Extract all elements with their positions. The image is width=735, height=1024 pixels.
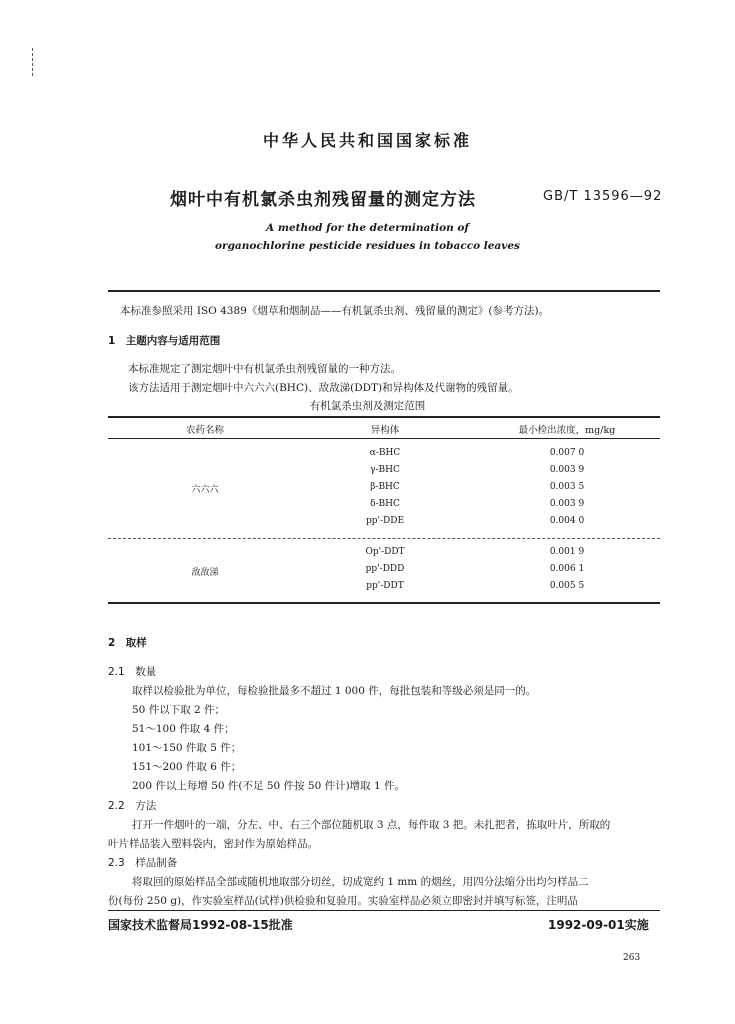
- table-row-isomer: δ-BHC: [370, 499, 400, 509]
- document-title: 烟叶中有机氯杀虫剂残留量的测定方法: [170, 190, 476, 210]
- table-row-isomer: Op'-DDT: [365, 547, 405, 557]
- table-row-value: 0.003 9: [549, 465, 585, 475]
- section1-para1: 本标准规定了测定烟叶中有机氯杀虫剂残留量的一种方法。: [128, 363, 401, 375]
- header-rule: [108, 290, 660, 292]
- section2-2-line2: 叶片样品装入塑料袋内，密封作为原始样品。: [108, 838, 318, 850]
- table-header-rule: [108, 438, 660, 439]
- section2-1-heading: 2.1 数量: [108, 666, 157, 678]
- table-caption: 有机氯杀虫剂及测定范围: [309, 400, 426, 412]
- effective-date: 1992-09-01实施: [548, 918, 649, 932]
- list-item: 200 件以上每增 50 件(不足 50 件按 50 件计)增取 1 件。: [132, 780, 406, 792]
- table-top-rule: [108, 416, 660, 418]
- table-row-value: 0.007 0: [549, 448, 585, 458]
- margin-mark: [32, 48, 35, 76]
- section1-heading: 1 主题内容与适用范围: [108, 335, 221, 347]
- table-row-value: 0.003 9: [549, 499, 585, 509]
- table-row-isomer: pp'-DDE: [365, 516, 405, 526]
- section2-3-heading: 2.3 样品制备: [108, 857, 178, 869]
- table-row-value: 0.001 9: [549, 547, 585, 557]
- intro-text: 本标准参照采用 ISO 4389《烟草和烟制品——有机氯杀虫剂、残留量的测定》(参考方法)。: [120, 305, 550, 317]
- table-row-value: 0.006 1: [549, 564, 585, 574]
- footer-rule: [108, 910, 660, 911]
- list-item: 151～200 件取 6 件；: [132, 761, 242, 773]
- section2-2-heading: 2.2 方法: [108, 800, 157, 812]
- table-row-isomer: γ-BHC: [370, 465, 400, 475]
- english-title-line1: A method for the determination of: [266, 222, 469, 234]
- approval-statement: 国家技术监督局1992-08-15批准: [108, 918, 293, 932]
- list-item: 51～100 件取 4 件；: [132, 723, 235, 735]
- table-row-isomer: pp'-DDT: [366, 581, 404, 591]
- section2-1-para: 取样以检验批为单位，每检验批最多不超过 1 000 件，每批包装和等级必须是同一的。: [132, 685, 537, 697]
- table-header-isomer: 异构体: [370, 425, 400, 436]
- table-row-isomer: β-BHC: [370, 482, 400, 492]
- pesticide-name-bhc: 六六六: [191, 485, 219, 495]
- table-row-isomer: α-BHC: [369, 448, 401, 458]
- section2-3-line2: 份(每份 250 g)，作实验室样品(试样)供检验和复验用。实验室样品必须立即密封并填写标签，注明品: [108, 895, 578, 907]
- pesticide-name-ddt: 敌敌涕: [191, 568, 219, 578]
- table-header-min-conc: 最小检出浓度，mg/kg: [518, 425, 616, 436]
- table-row-isomer: pp'-DDD: [365, 564, 405, 574]
- section2-3-line1: 将取回的原始样品全部或随机地取部分切丝，切成宽约 1 mm 的烟丝，用四分法缩分出均匀样品二: [132, 876, 589, 888]
- standard-number: GB/T 13596—92: [543, 189, 663, 204]
- list-item: 50 件以下取 2 件；: [132, 704, 226, 716]
- page-number: 263: [623, 953, 641, 963]
- section2-2-line1: 打开一件烟叶的一端，分左、中、右三个部位随机取 3 点，每件取 3 把。未扎把者，拣取叶片，所取的: [132, 819, 611, 831]
- table-row-value: 0.003 5: [549, 482, 585, 492]
- table-group-divider: [108, 538, 660, 539]
- table-header-pesticide: 农药名称: [185, 425, 224, 436]
- section1-para2: 该方法适用于测定烟叶中六六六(BHC)、敌敌涕(DDT)和异构体及代谢物的残留量。: [128, 382, 519, 394]
- section2-heading: 2 取样: [108, 637, 147, 649]
- list-item: 101～150 件取 5 件；: [132, 742, 242, 754]
- standard-title: 中华人民共和国国家标准: [262, 131, 472, 150]
- table-bottom-rule: [108, 602, 660, 604]
- table-row-value: 0.005 5: [549, 581, 585, 591]
- table-row-value: 0.004 0: [549, 516, 585, 526]
- english-title-line2: organochlorine pesticide residues in tobacco leaves: [215, 240, 520, 252]
